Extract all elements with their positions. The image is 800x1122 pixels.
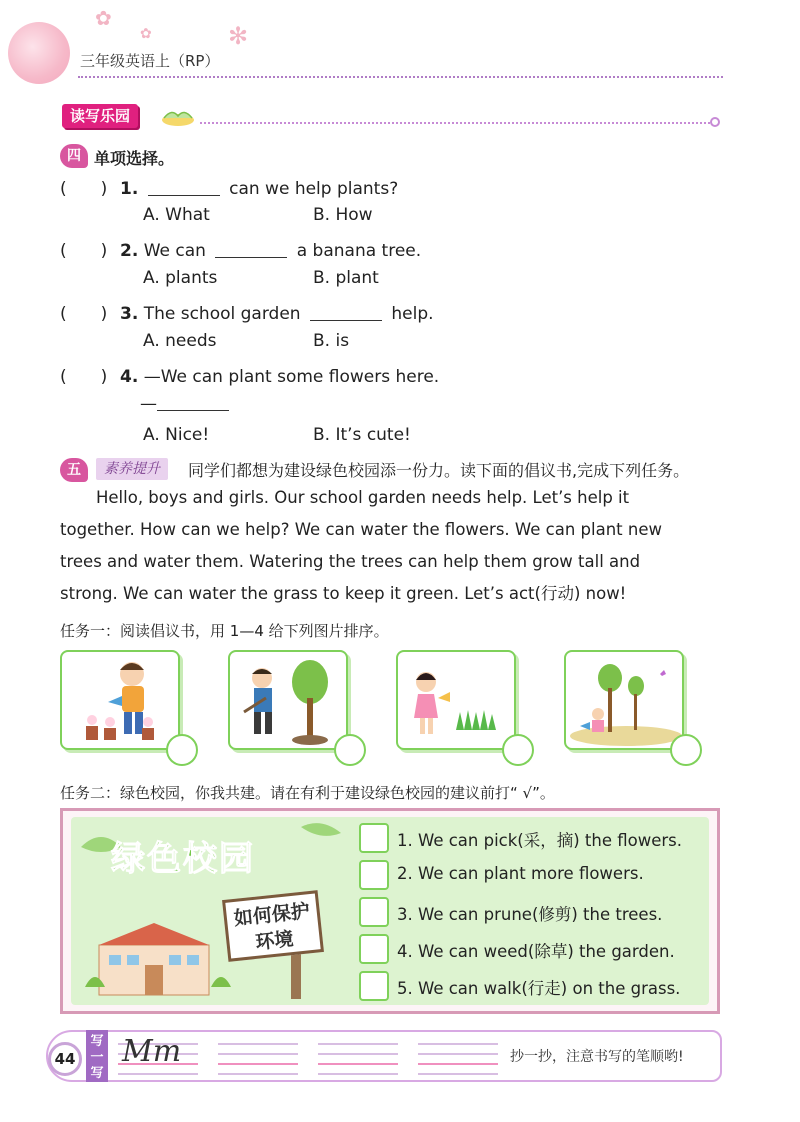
sign-post: [291, 953, 301, 999]
write-tab: 写一写: [86, 1030, 108, 1082]
question-3: [60, 299, 434, 324]
literacy-tag: 素养提升: [96, 458, 168, 480]
question-number: 4.: [120, 367, 139, 387]
fill-blank[interactable]: [157, 395, 229, 411]
sign-line: 环境: [254, 927, 295, 954]
book-title: 三年级英语上（RP）: [80, 52, 220, 70]
proposal-text: [60, 482, 725, 610]
question-1: [60, 174, 398, 199]
section-instruction: 同学们都想为建设绿色校园添一份力。读下面的倡议书,完成下列任务。: [188, 461, 690, 480]
question-number: 1.: [120, 179, 139, 199]
header-divider: [78, 76, 723, 78]
suggestion-item: 5. We can walk(行走) on the grass.: [397, 979, 681, 998]
section-title: 单项选择。: [94, 149, 175, 168]
question-2: [60, 236, 421, 261]
suggestion-checkbox[interactable]: [359, 897, 389, 927]
suggestion-checkbox[interactable]: [359, 860, 389, 890]
page-number: 44: [48, 1042, 82, 1076]
answer-paren[interactable]: ( ): [60, 367, 108, 387]
suggestion-checkbox[interactable]: [359, 934, 389, 964]
section-banner: 读写乐园: [62, 104, 138, 128]
option-a: A. What: [143, 205, 210, 225]
question-text: a banana tree.: [296, 241, 422, 261]
option-b: B. How: [313, 205, 373, 225]
proposal-line: together. How can we help? We can water the flowers. We can plant new: [60, 520, 663, 539]
option-a: A. plants: [143, 268, 218, 288]
question-number: 2.: [120, 241, 139, 261]
question-text: We can: [143, 241, 206, 261]
divider-end-icon: [710, 117, 720, 127]
suggestion-item: 4. We can weed(除草) the garden.: [397, 942, 675, 961]
banner-divider: [200, 122, 710, 124]
suggestion-checkbox[interactable]: [359, 823, 389, 853]
order-answer-circle[interactable]: [502, 734, 534, 766]
panel-title: 绿色校园: [111, 839, 255, 879]
question-text: The school garden: [143, 304, 301, 324]
answer-paren[interactable]: ( ): [60, 179, 108, 199]
question-text: —We can plant some flowers here.: [143, 367, 440, 387]
picture-card-watering-grass: [396, 650, 516, 750]
girl-watering-trees-icon: [566, 652, 686, 752]
proposal-line: trees and water them. Watering the trees can help them grow tall and: [60, 552, 641, 571]
order-answer-circle[interactable]: [166, 734, 198, 766]
question-text: help.: [391, 304, 434, 324]
girl-watering-grass-icon: [398, 652, 518, 752]
reply-dash: —: [140, 394, 157, 414]
reply-line: [140, 394, 233, 414]
option-b: B. It’s cute!: [313, 425, 411, 445]
fill-blank[interactable]: [215, 242, 287, 258]
fill-blank[interactable]: [310, 305, 382, 321]
task-2: 任务二：绿色校园，你我共建。请在有利于建设绿色校园的建议前打“ √”。: [60, 784, 555, 802]
handwriting-letters: Mm: [122, 1034, 182, 1069]
suggestion-item: 2. We can plant more flowers.: [397, 864, 644, 883]
suggestion-checkbox[interactable]: [359, 971, 389, 1001]
petal-icon: ✿: [95, 6, 112, 30]
suggestion-item: 1. We can pick(采，摘) the flowers.: [397, 831, 683, 850]
option-a: A. needs: [143, 331, 217, 351]
picture-card-planting-tree: [228, 650, 348, 750]
green-campus-panel: [60, 808, 720, 1014]
sign-board: [222, 890, 324, 962]
option-b: B. plant: [313, 268, 379, 288]
blossom-decoration: [8, 22, 70, 84]
order-answer-circle[interactable]: [334, 734, 366, 766]
section-badge: 五: [60, 458, 88, 482]
section-badge: 四: [60, 144, 88, 168]
proposal-line: Hello, boys and girls. Our school garden needs help. Let’s help it: [96, 488, 630, 507]
picture-card-watering-flowers: [60, 650, 180, 750]
picture-card-watering-trees: [564, 650, 684, 750]
option-b: B. is: [313, 331, 350, 351]
question-number: 3.: [120, 304, 139, 324]
answer-paren[interactable]: ( ): [60, 304, 108, 324]
petal-icon: ✻: [228, 22, 249, 50]
question-text: can we help plants?: [229, 179, 399, 199]
task-1: 任务一：阅读倡议书，用 1—4 给下列图片排序。: [60, 622, 389, 640]
boy-watering-flowers-icon: [62, 652, 182, 752]
fill-blank[interactable]: [148, 180, 220, 196]
man-planting-tree-icon: [230, 652, 350, 752]
petal-icon: ✿: [140, 26, 152, 42]
order-answer-circle[interactable]: [670, 734, 702, 766]
option-a: A. Nice!: [143, 425, 210, 445]
question-4: [60, 362, 439, 387]
suggestion-item: 3. We can prune(修剪) the trees.: [397, 905, 663, 924]
footer-note: 抄一抄，注意书写的笔顺哟!: [510, 1049, 684, 1065]
sign-line: 如何保护: [232, 900, 311, 930]
proposal-line: strong. We can water the grass to keep it green. Let’s act(行动) now!: [60, 584, 627, 603]
book-icon: [158, 104, 198, 128]
answer-paren[interactable]: ( ): [60, 241, 108, 261]
